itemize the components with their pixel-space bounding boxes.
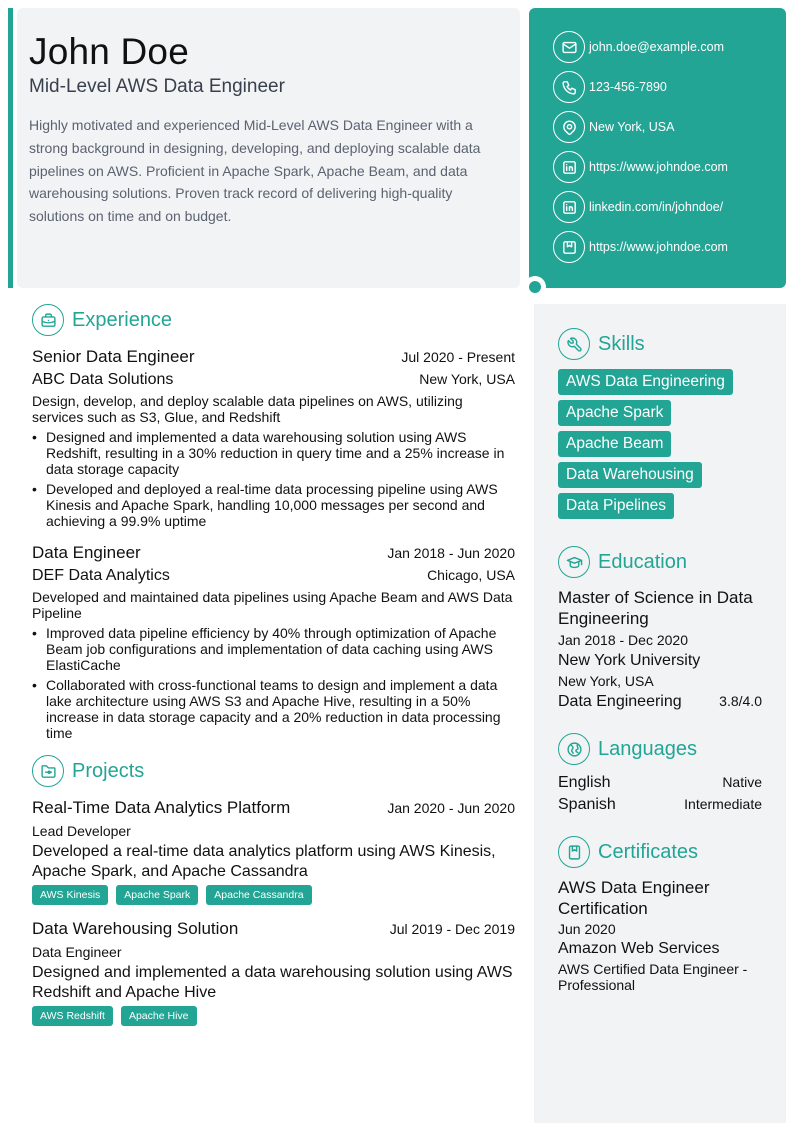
language-item [558,796,762,814]
education-field: Data Engineering [558,693,682,710]
contact-location [529,111,786,143]
job-description: Developed and maintained data pipelines using Apache Beam and AWS Data Pipeline [32,589,513,621]
project-tag: AWS Redshift [32,1006,113,1026]
main-column [32,304,515,1040]
contact-portfolio[interactable] [529,231,786,263]
project-entry [32,798,515,905]
education-gpa: 3.8/4.0 [719,693,762,709]
contact-website[interactable] [529,151,786,183]
certificate-date: Jun 2020 [558,921,616,937]
contact-linkedin-text: linkedin.com/in/johndoe/ [589,200,724,214]
job-location: New York, USA [419,371,515,387]
location-icon [553,111,585,143]
achievement-item: • Developed and deployed a real-time data processing pipeline using AWS Kinesis and Apache Spark, handling 10,000 messages per second and achieving a 99.9% uptime [32,481,515,529]
linkedin-icon [553,191,585,223]
contact-phone-text: 123-456-7890 [589,80,667,94]
project-description: Developed a real-time data analytics platform using AWS Kinesis, Apache Spark, and Apache Cassandra [32,843,496,880]
certificates-section [558,836,762,993]
job-achievements [32,429,515,529]
header-divider-dot [529,281,541,293]
project-title: Data Warehousing Solution [32,919,239,938]
achievement-item: • Designed and implemented a data warehousing solution using AWS Redshift, resulting in a 30% reduction in query time and a 25% increase in data storage capacity [32,429,515,477]
project-tags [32,885,515,905]
project-tag: Apache Hive [121,1006,197,1026]
skills-section [558,328,762,524]
project-tag: Apache Cassandra [206,885,311,905]
languages-title: Languages [598,737,697,760]
job-description: Design, develop, and deploy scalable data pipelines on AWS, utilizing services such as S3, Glue, and Redshift [32,393,463,425]
phone-icon [553,71,585,103]
portfolio-icon [553,231,585,263]
contact-email[interactable] [529,31,786,63]
job-date: Jan 2018 - Jun 2020 [387,545,515,561]
skills-heading [558,328,762,360]
job-title: Data Engineer [32,543,141,562]
header-panel [17,8,520,288]
project-tag: AWS Kinesis [32,885,108,905]
education-heading [558,546,762,578]
projects-heading [32,755,515,787]
skill-chip: Data Pipelines [558,493,674,519]
folder-icon [32,755,64,787]
contact-phone[interactable] [529,71,786,103]
project-date: Jul 2019 - Dec 2019 [389,921,515,937]
project-role: Lead Developer [32,823,131,839]
skill-chip: Data Warehousing [558,462,702,488]
contact-panel [529,8,786,288]
certificate-icon [558,836,590,868]
skills-title: Skills [598,332,645,355]
briefcase-icon [32,304,64,336]
project-tag: Apache Spark [116,885,198,905]
language-name: Spanish [558,796,616,813]
language-item [558,774,762,792]
achievement-item: • Collaborated with cross-functional teams to design and implement a data lake architecture using AWS S3 and Apache Hive, resulting in a 50% increase in data storage capacity and a 20% reduction in data processing time [32,677,515,741]
experience-entry [32,347,515,529]
skill-chip: Apache Spark [558,400,671,426]
profile-summary: Highly motivated and experienced Mid-Level AWS Data Engineer with a strong background in designing, developing, and deploying scalable data pipelines on AWS. Proficient in Apache Spark, Apache Beam, and data warehousing solutions. Proven track record of delivering high-quality solutions on time and on budget. [29,117,481,225]
education-title: Education [598,550,687,573]
sidebar [534,304,786,1123]
job-company: DEF Data Analytics [32,567,170,584]
language-level: Intermediate [684,796,762,812]
header-accent-bar [8,8,13,288]
achievement-item: • Improved data pipeline efficiency by 40% through optimization of Apache Beam job configurations and implementation of data caching using AWS ElastiCache [32,625,515,673]
candidate-role: Mid-Level AWS Data Engineer [29,76,285,97]
project-date: Jan 2020 - Jun 2020 [387,800,515,816]
project-title: Real-Time Data Analytics Platform [32,798,291,817]
job-company: ABC Data Solutions [32,371,174,388]
certificate-issuer: Amazon Web Services [558,940,720,957]
globe-icon [558,733,590,765]
skill-chip: Apache Beam [558,431,671,457]
languages-heading [558,733,762,765]
language-name: English [558,774,611,791]
mail-icon [553,31,585,63]
contact-location-text: New York, USA [589,120,675,134]
education-date: Jan 2018 - Dec 2020 [558,632,688,648]
certificate-name: AWS Data Engineer Certification [558,878,710,918]
education-school: New York University [558,652,701,669]
experience-heading [32,304,515,336]
skill-chip: AWS Data Engineering [558,369,733,395]
experience-title: Experience [72,308,173,331]
project-description: Designed and implemented a data warehousing solution using AWS Redshift and Apache Hive [32,964,513,1001]
languages-section [558,733,762,814]
certificates-title: Certificates [598,840,699,863]
wrench-icon [558,328,590,360]
experience-entry [32,543,515,741]
education-section [558,546,762,711]
contact-linkedin[interactable] [529,191,786,223]
job-title: Senior Data Engineer [32,347,195,366]
contact-email-text: john.doe@example.com [589,40,724,54]
graduation-cap-icon [558,546,590,578]
candidate-name: John Doe [29,31,189,72]
language-level: Native [722,774,762,790]
certificates-heading [558,836,762,868]
education-degree: Master of Science in Data Engineering [558,588,753,628]
contact-portfolio-text: https://www.johndoe.com [589,240,728,254]
contact-website-text: https://www.johndoe.com [589,160,728,174]
projects-title: Projects [72,759,145,782]
linkedin-icon [553,151,585,183]
education-location: New York, USA [558,673,654,689]
skills-list [558,369,762,524]
project-entry [32,919,515,1026]
job-date: Jul 2020 - Present [401,349,515,365]
job-location: Chicago, USA [427,567,515,583]
project-role: Data Engineer [32,944,122,960]
project-tags [32,1006,515,1026]
certificate-description: AWS Certified Data Engineer - Professional [558,961,748,993]
job-achievements [32,625,515,741]
